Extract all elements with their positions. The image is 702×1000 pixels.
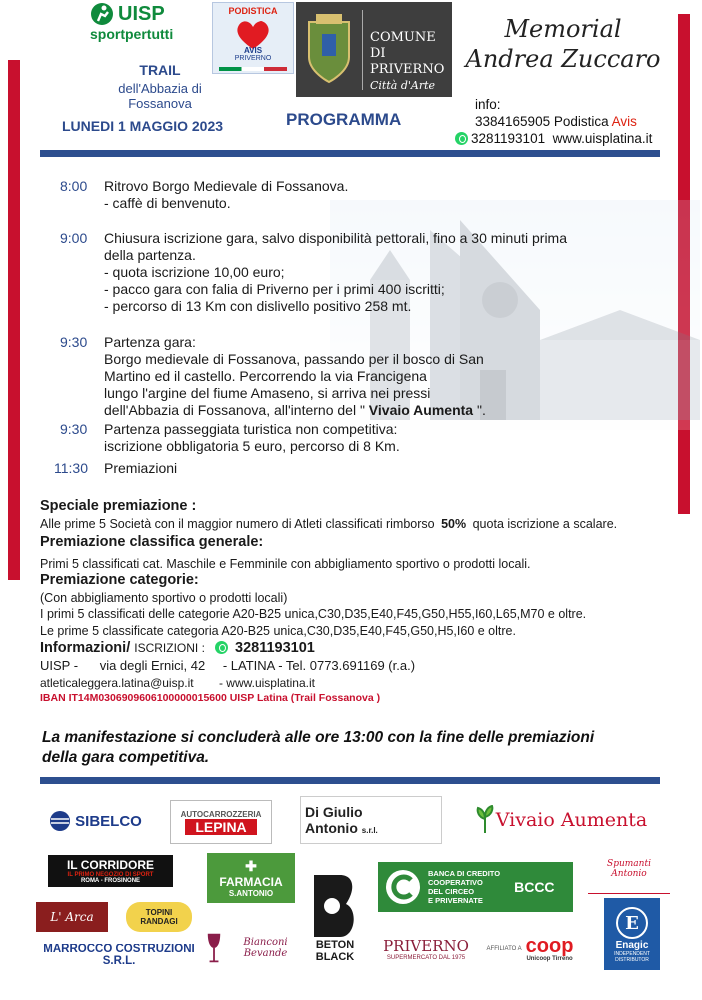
info-phone2: 3281193101 <box>471 131 546 146</box>
trail-title: TRAIL <box>139 62 181 78</box>
top-divider <box>40 150 660 157</box>
comune-priverno-logo <box>296 2 452 97</box>
closing-text <box>42 728 594 768</box>
schedule-line: della partenza. <box>104 247 196 263</box>
sibelco-globe-icon <box>49 810 71 832</box>
schedule-time: 9:30 <box>60 334 88 350</box>
schedule-line: Partenza passeggiata turistica non competitiva: <box>104 421 398 437</box>
unicoop-label: Unicoop Tirreno <box>526 956 573 962</box>
schedule-line: Partenza gara: <box>104 334 196 350</box>
uisp-subtitle: sportpertutti <box>90 26 174 42</box>
bottom-divider <box>40 777 660 784</box>
bcc-line2: COOPERATIVO <box>428 878 483 887</box>
bcc-line1: BANCA DI CREDITO <box>428 869 501 878</box>
categorie-title: Premiazione categorie: <box>40 572 199 588</box>
schedule-time: 8:00 <box>60 178 88 194</box>
sponsor-coop <box>478 930 582 968</box>
schedule-line: Chiusura iscrizione gara, salvo disponibilità pettorali, fino a 30 minuti prima <box>104 230 568 246</box>
schedule-line: iscrizione obbligatoria 5 euro, percorso di 8 Km. <box>104 438 400 454</box>
priverno-sub: SUPERMERCATO DAL 1975 <box>386 955 466 961</box>
schedule-line: lungo l'argine del fiume Amaseno, si arriva nei pressi <box>104 385 431 401</box>
memorial-line2: Andrea Zuccaro <box>465 45 661 73</box>
coop-label: coop <box>525 935 574 957</box>
info-web[interactable]: www.uisplatina.it <box>552 131 653 146</box>
sponsor-sibelco <box>38 806 153 836</box>
lepina-label: LEPINA <box>185 819 256 835</box>
schedule-line: Martino ed il castello. Percorrendo la via Francigena <box>104 368 427 384</box>
topini-label: TOPINI RANDAGI <box>140 908 178 926</box>
whatsapp-icon <box>455 132 468 145</box>
iscrizioni-label: ISCRIZIONI : <box>134 641 205 655</box>
programma-heading: PROGRAMMA <box>286 110 402 129</box>
bcc-abbr: BCCC <box>514 879 555 895</box>
categorie-men: I primi 5 classificati delle categorie A20-B25 unica,C30,D35,E40,F45,G50,H55,I60,L65,M70 e oltre. <box>40 607 587 621</box>
podistica-label: PODISTICA <box>228 6 278 16</box>
corridore-label: IL CORRIDORE <box>66 858 155 872</box>
pharmacy-cross-icon: ✚ <box>245 858 257 874</box>
schedule-item-1 <box>60 178 348 212</box>
black-label: BLACK <box>315 951 355 963</box>
sponsor-priverno-supermercato <box>378 930 474 968</box>
farmacia-sub: S.ANTONIO <box>228 889 274 898</box>
larca-label: L' Arca <box>50 910 94 924</box>
comune-line3: Città d'Arte <box>370 79 436 92</box>
trail-subtitle: dell'Abbazia di Fossanova <box>118 81 202 111</box>
event-date: LUNEDI 1 MAGGIO 2023 <box>62 118 224 134</box>
schedule-time: 11:30 <box>54 460 88 476</box>
schedule-item-2 <box>60 230 567 315</box>
enagic-sub: INDEPENDENT DISTRIBUTOR <box>614 950 650 963</box>
schedule-line: Ritrovo Borgo Medievale di Fossanova. <box>104 178 349 194</box>
contacts-email[interactable]: atleticaleggera.latina@uisp.it <box>40 676 194 690</box>
speciale-title: Speciale premiazione : <box>40 498 197 514</box>
beton-black-b-icon <box>310 873 360 939</box>
zoppardi-label: Spumanti Antonio <box>607 859 651 879</box>
contacts-uisp: UISP - <box>40 658 79 673</box>
sponsor-zoppardi <box>588 845 670 894</box>
sponsor-beton-black <box>306 870 364 966</box>
corridore-sub: IL PRIMO NEGOZIO DI SPORT <box>67 872 154 878</box>
sponsor-digiulio <box>300 796 442 844</box>
sponsor-bccc <box>378 862 573 912</box>
contacts-address: via degli Ernici, 42 <box>99 658 206 673</box>
enagic-e-icon <box>615 906 649 940</box>
schedule-item-4 <box>60 421 400 455</box>
affiliato-label: AFFILIATO A <box>486 946 522 952</box>
digiulio-srl: s.r.l. <box>361 826 378 835</box>
bcc-line4: E PRIVERNATE <box>428 896 483 905</box>
enagic-label: Enagic <box>615 939 649 951</box>
iban: IBAN IT14M0306909606100000015600 UISP Latina (Trail Fossanova ) <box>40 692 381 704</box>
sponsor-lepina <box>170 800 272 844</box>
sponsor-bianconi <box>206 926 306 970</box>
bcc-line3: DEL CIRCEO <box>428 887 475 896</box>
schedule-time: 9:30 <box>60 421 88 437</box>
info-label: info: <box>475 97 501 112</box>
comune-line1: COMUNE <box>370 30 436 45</box>
marrocco-label: MARROCCO COSTRUZIONI S.R.L. <box>43 944 195 966</box>
bianconi-label: Bianconi Bevande <box>243 937 288 959</box>
sponsor-enagic <box>604 898 660 970</box>
contacts-title: Informazioni/ <box>40 640 131 656</box>
bccc-logo-icon <box>384 868 422 906</box>
priverno-label: PRIVERNO <box>383 937 469 955</box>
schedule-line: - caffè di benvenuto. <box>104 195 231 211</box>
digiulio-line2: Antonio <box>305 820 358 836</box>
schedule-line-last <box>104 402 486 419</box>
schedule-time: 9:00 <box>60 230 88 246</box>
contacts-city-tel: - LATINA - Tel. 0773.691169 (r.a.) <box>222 658 416 673</box>
info-phone1: 3384165905 Podistica <box>475 114 609 129</box>
closing-line1: La manifestazione si concluderà alle ore 13:00 con la fine delle premiazioni <box>42 729 595 746</box>
whatsapp-icon <box>215 641 228 654</box>
schedule-item-5 <box>54 460 177 477</box>
lepina-top: AUTOCARROZZERIA <box>180 809 262 819</box>
categorie-women: Le prime 5 classificate categoria A20-B25 unica,C30,D35,E40,F45,G50,H5,I60 e oltre. <box>40 624 516 638</box>
wine-glass-icon <box>206 930 222 966</box>
schedule-item-3 <box>60 334 486 419</box>
sponsor-marrocco <box>36 944 202 966</box>
vivaio-label: Vivaio Aumenta <box>495 809 648 831</box>
schedule-line: - pacco gara con falia di Priverno per i primi 400 iscritti; <box>104 281 445 297</box>
speciale-text <box>40 516 617 532</box>
memorial-line1: Memorial <box>504 15 622 43</box>
generale-text: Primi 5 classificati cat. Maschile e Femminile con abbigliamento sportivo o prodotti locali. <box>40 557 531 571</box>
schedule-line: Borgo medievale di Fossanova, passando per il bosco di San <box>104 351 484 367</box>
schedule-line: - quota iscrizione 10,00 euro; <box>104 264 285 280</box>
contacts-address-row <box>40 658 415 674</box>
schedule-line: Premiazioni <box>104 460 178 476</box>
categorie-note: (Con abbigliamento sportivo o prodotti locali) <box>40 591 288 605</box>
uisp-title: UISP <box>118 2 165 25</box>
beton-label: BETON <box>315 939 355 951</box>
plant-icon <box>474 805 496 835</box>
corridore-city: ROMA - FROSINONE <box>80 878 141 884</box>
vivaio-name: Vivaio Aumenta <box>364 402 474 418</box>
podistica-avis: AVIS <box>243 46 263 55</box>
sponsor-farmacia <box>207 853 295 903</box>
sponsor-corridore <box>48 855 173 887</box>
contacts-email-row <box>40 675 315 691</box>
info-avis: Avis <box>611 114 637 129</box>
contacts-phone: 3281193101 <box>235 640 315 656</box>
coat-of-arms-icon <box>304 12 354 87</box>
uisp-logo <box>90 2 210 52</box>
schedule-text: ". <box>473 402 486 418</box>
speciale-body: Alle prime 5 Società con il maggior numero di Atleti classificati rimborso <box>40 517 435 531</box>
sponsor-topini <box>126 902 192 932</box>
contacts-web[interactable]: - www.uisplatina.it <box>218 676 315 690</box>
schedule-line: - percorso di 13 Km con dislivello positivo 258 mt. <box>104 298 412 314</box>
svg-text:E: E <box>625 912 639 934</box>
schedule-text: dell'Abbazia di Fossanova, all'interno del " <box>104 402 365 418</box>
digiulio-line1: Di Giulio <box>305 804 363 820</box>
left-red-bar <box>8 60 20 580</box>
podistica-city: PRIVERNO <box>234 55 272 62</box>
info-block <box>471 96 653 147</box>
comune-line2: DI PRIVERNO <box>370 46 445 77</box>
contacts-title-row <box>40 640 315 656</box>
speciale-tail: quota iscrizione a scalare. <box>472 517 618 531</box>
memorial-title <box>458 14 668 74</box>
closing-line2: della gara competitiva. <box>42 749 210 766</box>
sponsor-larca <box>36 902 108 932</box>
speciale-pct: 50% <box>441 517 467 531</box>
sibelco-label: SIBELCO <box>75 812 142 830</box>
generale-title: Premiazione classifica generale: <box>40 534 264 550</box>
farmacia-label: FARMACIA <box>219 875 283 889</box>
uisp-runner-icon <box>90 2 114 26</box>
trail-title-block <box>90 62 230 111</box>
sponsor-vivaio <box>458 800 663 840</box>
